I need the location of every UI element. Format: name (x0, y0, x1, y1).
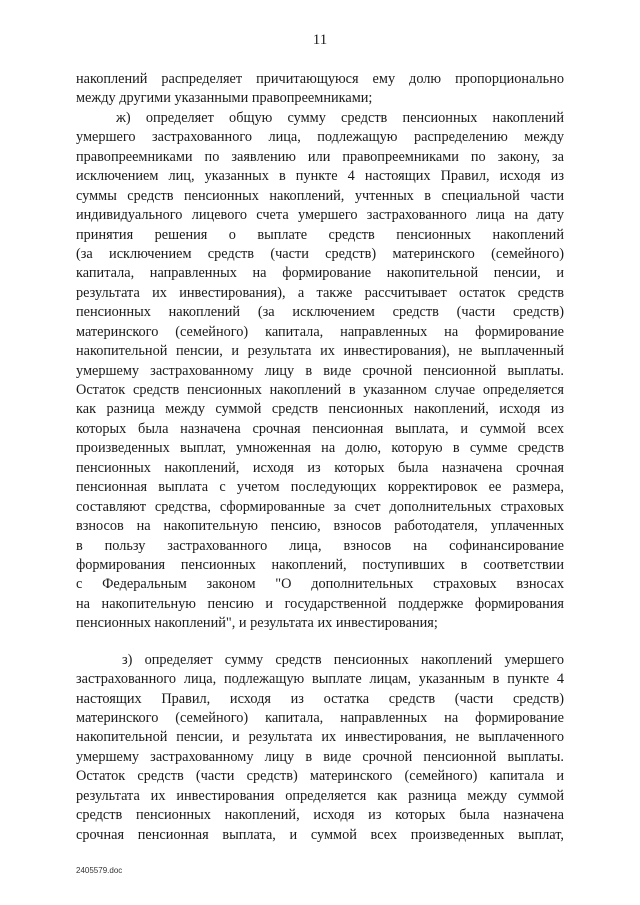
text-line: ж) определяет общую сумму средств пенсионных накоплений (116, 109, 564, 126)
text-line: накопительной пенсии, и результата их инвестирования, не выплаченного (76, 729, 564, 746)
document-body (76, 70, 564, 845)
text-line: которых была назначена срочная пенсионная выплата, и суммой всех (76, 420, 564, 437)
text-line: в пользу застрахованного лица, взносов на софинансирование (76, 537, 564, 554)
text-line: на накопительную пенсию и государственной поддержке формирования (76, 595, 564, 612)
text-line: накопительной пенсии, и результата их инвестирования), не выплаченный (76, 343, 564, 360)
text-line (76, 634, 564, 651)
text-line: умершему застрахованному лицу в виде срочной пенсионной выплаты. (76, 748, 564, 765)
text-line: как разница между суммой средств пенсионных накоплений, исходя из (76, 401, 564, 418)
text-line: настоящих Правил, исходя из остатка средств (части средств) (76, 690, 564, 707)
text-line: материнского (семейного) капитала, направленных на формирование (76, 710, 564, 726)
text-line: принятия решения о выплате средств пенсионных накоплений (76, 226, 564, 243)
text-line: с Федеральным законом "О дополнительных страховых взносах (76, 576, 564, 593)
text-line: материнского (семейного) капитала, направленных на формирование (76, 323, 564, 340)
text-line: составляют средства, сформированные за счет дополнительных страховых (76, 498, 564, 515)
text-line: з) определяет сумму средств пенсионных накоплений умершего (122, 651, 564, 668)
text-line: Остаток средств (части средств) материнского (семейного) капитала и (76, 768, 564, 785)
text-line: пенсионная выплата с учетом последующих корректировок ее размера, (76, 479, 564, 496)
text-line: правопреемниками по заявлению или правопреемниками по закону, за (76, 148, 564, 165)
text-line: пенсионных накоплений (за исключением средств (части средств) (76, 304, 564, 321)
footer-filename: 2405579.doc (76, 866, 123, 875)
text-line: произведенных выплат, умноженная на долю, которую в сумме средств (76, 440, 564, 457)
text-line: исключением лиц, указанных в пункте 4 настоящих Правил, исходя из (76, 168, 564, 185)
text-line: между другими указанными правопреемниками; (76, 90, 373, 107)
text-line: результата их инвестирования), а также рассчитывает остаток средств (76, 284, 564, 301)
page-number: 11 (312, 32, 328, 48)
text-line: индивидуального лицевого счета умершего застрахованного лица на дату (76, 207, 564, 224)
text-line: умершего застрахованного лица, подлежащую распределению между (76, 129, 564, 146)
text-line: результата их инвестирования определяется как разница между суммой (76, 787, 564, 804)
text-line: формирования пенсионных накоплений, поступивших в соответствии (76, 556, 564, 573)
text-line: средств пенсионных накоплений, исходя из которых была назначена (76, 807, 564, 824)
text-line: суммы средств пенсионных накоплений, учтенных в специальной части (76, 187, 564, 204)
text-line: пенсионных накоплений, исходя из которых была назначена срочная (76, 459, 564, 476)
text-line: застрахованного лица, подлежащую выплате лицам, указанным в пункте 4 (76, 671, 564, 688)
text-line: пенсионных накоплений", и результата их инвестирования; (76, 615, 438, 632)
text-line: срочная пенсионная выплата, и суммой всех произведенных выплат, (76, 826, 564, 843)
text-line: капитала, направленных на формирование накопительной пенсии, и (76, 265, 564, 282)
text-line: Остаток средств пенсионных накоплений в указанном случае определяется (76, 382, 564, 398)
text-line: накоплений распределяет причитающуюся ему долю пропорционально (76, 71, 564, 87)
text-line: (за исключением средств (части средств) материнского (семейного) (76, 245, 564, 262)
text-line: взносов на накопительную пенсию, взносов работодателя, уплаченных (76, 518, 564, 535)
text-line: умершему застрахованному лицу в виде срочной пенсионной выплаты. (76, 362, 564, 379)
